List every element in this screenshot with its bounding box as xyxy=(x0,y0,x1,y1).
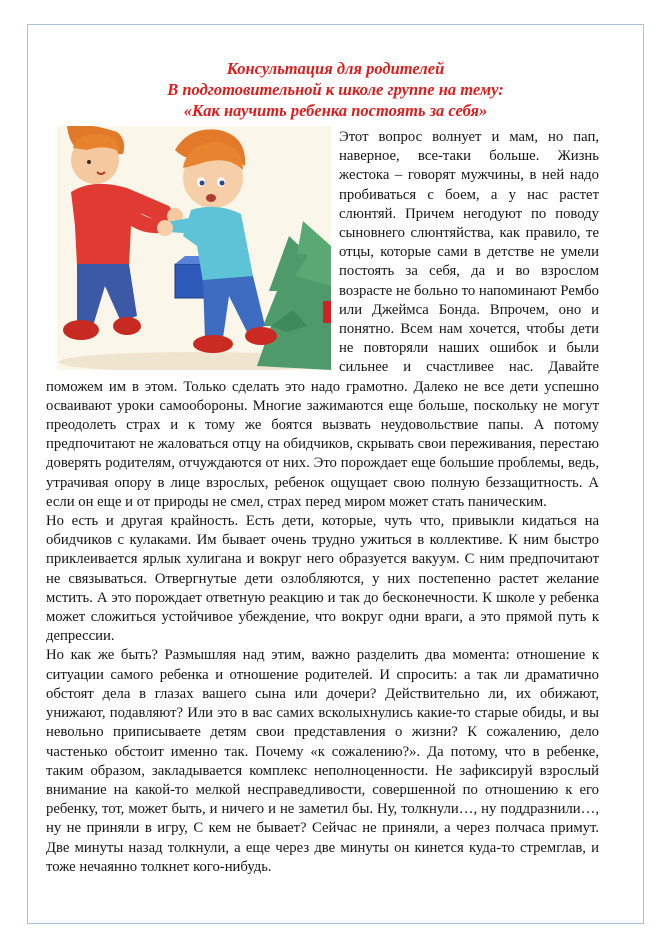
paragraph-3: Но как же быть? Размышляя над этим, важно разделить два момента: отношение к ситуации самого ребенка и отношение родителей. И спросить: а так ли драматично обстоят дела в глазах вашего сына или дочери? Действительно ли, их обижают, унижают, подавляют? Или это в вас самих всколыхнулись какие-то старые обиды, и вы невольно приписываете детям свои представления о жизни? К сожалению, дело частенько обстоит именно так. Почему «к сожалению?». Да потому, что в ребенке, таким образом, закладывается комплекс неполноценности. Не зафиксируй взрослый внимание на какой-то мелкой несправедливости, совершенной по отношению к его ребенку, тот, может быть, и ничего и не заметил бы. Ну, толкнули…, ну поддразнили…, ну не приняли в игру, С кем не бывает? Сейчас не приняли, а через полчаса примут. Две минуты назад толкнули, а еще через две минуты он кинется куда-то стремглав, и тоже нечаянно толкнет кого-нибудь. xyxy=(46,647,599,875)
title-line-3: «Как научить ребенка постоять за себя» xyxy=(183,101,488,120)
paragraph-1: Этот вопрос волнует и мам, но пап, наверное, все-таки больше. Жизнь жестока – говорят мужчины, в ней надо пробиваться с боем, а у нас растет слюнтяй. Причем негодуют по поводу сыновнего слюнтяйства, как правило, те отцы, которые сами в детстве не умели постоять за себя, да и во взрослом возрасте не больно то напоминают Рембо или Джеймса Бонда. Впрочем, оно и понятно. Всем нам хочется, чтобы дети не повторяли наших ошибок и были сильнее и счастливее нас. Давайте поможем им в этом. Только сделать это надо грамотно. Далеко не все дети успешно осваивают уроки самообороны. Многие зажимаются еще больше, поскольку не могут преодолеть страх и к тому же боятся вызвать неудовольствие папы. А потому предпочитают не жаловаться отцу на обидчиков, скрывать свои переживания, перестаю доверять родителям, отчуждаются от них. Это порождает еще большие проблемы, ведь, утрачивая опору в лице взрослых, ребенок ощущает свою полную беззащитность. А если он еще и от природы не смел, страх перед миром может стать паническим. xyxy=(46,129,599,510)
paragraph-2: Но есть и другая крайность. Есть дети, которые, чуть что, привыкли кидаться на обидчиков с кулаками. Им бывает очень трудно ужиться в коллективе. К ним быстро приклеивается ярлык хулигана и вокруг него образуется вакуум. С ним предпочитают не связываться. Отвергнутые дети озлобляются, у них постепенно растет желание мстить. А это порождает ответную реакцию и так до бесконечности. К школе у ребенка может сложиться устойчивое убеждение, что вокруг одни враги, а это прямой путь к депрессии. xyxy=(46,513,599,645)
page-title xyxy=(40,58,631,121)
title-line-2: В подготовительной к школе группе на тему: xyxy=(167,80,504,99)
article-body xyxy=(46,128,599,877)
title-line-1: Консультация для родителей xyxy=(226,59,445,78)
